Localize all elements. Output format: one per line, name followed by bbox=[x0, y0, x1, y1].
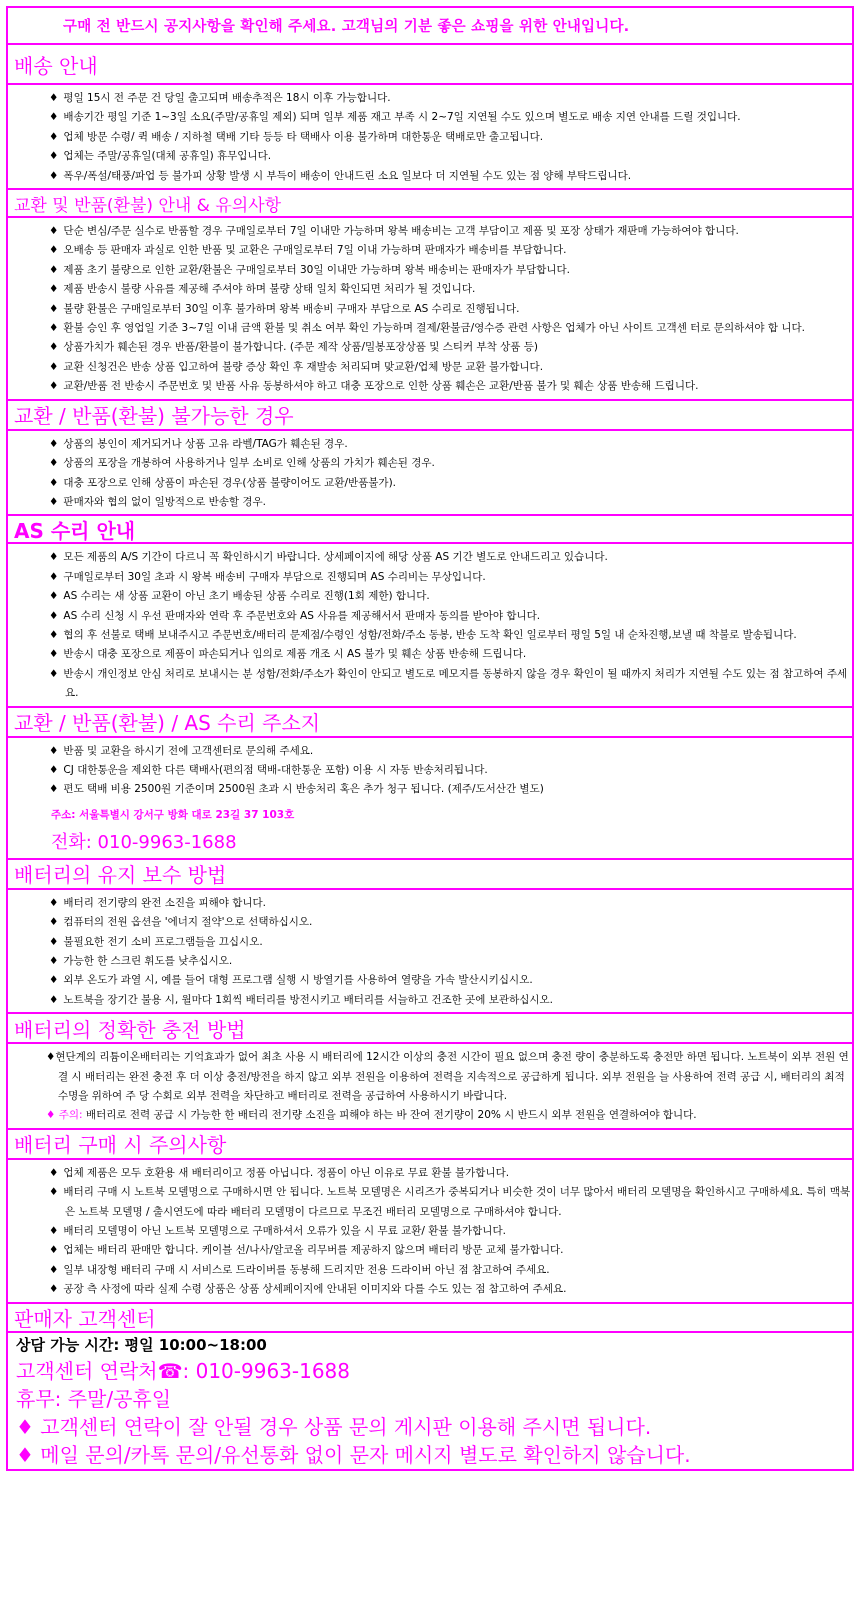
list-item bbox=[8, 1241, 852, 1260]
diamond-bullet-icon: ♦ bbox=[49, 955, 59, 967]
shipping-list bbox=[8, 85, 852, 188]
list-item-text: 반송시 대충 포장으로 제품이 파손되거나 임의로 제품 개조 시 AS 불가 및 훼손 상품 반송해 드립니다. bbox=[63, 648, 527, 661]
list-item bbox=[8, 128, 852, 147]
list-item-text: 업체 방문 수령/ 퀵 배송 / 지하철 택배 기타 등등 타 택배사 이용 불가하며 대한통운 택배로만 출고됩니다. bbox=[63, 130, 544, 143]
diamond-bullet-icon: ♦ bbox=[49, 322, 59, 335]
list-item bbox=[8, 568, 852, 587]
shipping-title: 배송 안내 bbox=[8, 45, 852, 85]
list-item bbox=[8, 300, 852, 319]
list-item bbox=[8, 971, 852, 990]
list-item-text: 단순 변심/주문 실수로 반품할 경우 구매일로부터 7일 이내만 가능하며 왕복 배송비는 고객 부담이고 제품 및 포장 상태가 재판매 가능하여야 합니다. bbox=[63, 225, 739, 238]
diamond-bullet-icon: ♦ bbox=[49, 360, 59, 373]
exchange-title: 교환 및 반품(환불) 안내 & 유의사항 bbox=[8, 190, 852, 218]
diamond-bullet-icon: ♦ bbox=[49, 225, 59, 238]
list-item-text: 구매일로부터 30일 초과 시 왕복 배송비 구매자 부담으로 진행되며 AS 수리비는 무상입니다. bbox=[63, 570, 486, 583]
purchase-list bbox=[8, 1160, 852, 1302]
cs-note-2: ♦ 메일 문의/카톡 문의/유선통화 없이 문자 메시지 별도로 확인하지 않습니다. bbox=[16, 1442, 691, 1467]
purchase-section bbox=[6, 1128, 854, 1302]
list-item bbox=[8, 241, 852, 260]
warning-text: 배터리로 전력 공급 시 가능한 한 배터리 전기량 소진을 피해야 하는 바 잔여 전기량이 20% 시 반드시 외부 전원을 연결하여야 합니다. bbox=[85, 1109, 697, 1122]
list-item bbox=[8, 435, 852, 454]
list-item-text: 편도 택배 비용 2500원 기준이며 2500원 초과 시 반송처리 혹은 추가 청구 됩니다. (제주/도서산간 별도) bbox=[63, 783, 544, 796]
diamond-bullet-icon: ♦ bbox=[49, 244, 59, 257]
list-item bbox=[8, 454, 852, 473]
diamond-bullet-icon: ♦ bbox=[49, 169, 59, 182]
list-item-text: 판매자와 협의 없이 일방적으로 반송할 경우. bbox=[63, 495, 267, 508]
list-item-text: 상품의 봉인이 제거되거나 상품 고유 라벨/TAG가 훼손된 경우. bbox=[63, 437, 348, 450]
as-title: AS 수리 안내 bbox=[8, 516, 852, 544]
list-item-text: AS 수리 신청 시 우선 판매자와 연락 후 주문번호와 AS 사유를 제공해서서 판매자 동의를 받아야 합니다. bbox=[63, 609, 541, 622]
diamond-bullet-icon: ♦ bbox=[49, 283, 59, 296]
list-item-text: 불량 환불은 구매일로부터 30일 이후 불가하며 왕복 배송비 구매자 부담으로 AS 수리로 진행됩니다. bbox=[63, 302, 520, 315]
address-text: 주소: 서울특별시 강서구 방화 대로 23길 37 103호 bbox=[51, 808, 295, 821]
list-item bbox=[8, 108, 852, 127]
list-item bbox=[8, 665, 852, 704]
list-item bbox=[8, 319, 852, 338]
address-section bbox=[6, 706, 854, 858]
maintenance-section bbox=[6, 858, 854, 1012]
list-item-text: 노트북을 장기간 불용 시, 월마다 1회씩 배터리를 방전시키고 배터리를 서늘하고 건조한 곳에 보관하십시오. bbox=[63, 993, 553, 1006]
list-item-text: 평일 15시 전 주문 건 당일 출고되며 배송추적은 18시 이후 가능합니다. bbox=[63, 92, 391, 104]
cs-note-1: ♦ 고객센터 연락이 잘 안될 경우 상품 문의 게시판 이용해 주시면 됩니다. bbox=[16, 1414, 652, 1439]
diamond-bullet-icon: ♦ bbox=[49, 341, 59, 354]
list-item bbox=[8, 913, 852, 932]
list-item bbox=[8, 645, 852, 664]
diamond-bullet-icon: ♦ bbox=[49, 935, 59, 948]
list-item-text: 배터리 모델명이 아닌 노트북 모델명으로 구매하셔서 오류가 있을 시 무료 교환/ 환불 불가합니다. bbox=[63, 1225, 506, 1238]
diamond-bullet-icon: ♦ bbox=[49, 628, 59, 641]
list-item bbox=[8, 587, 852, 606]
list-item bbox=[8, 261, 852, 280]
list-item bbox=[8, 1261, 852, 1280]
diamond-bullet-icon: ♦ bbox=[49, 1186, 59, 1199]
diamond-bullet-icon: ♦ bbox=[49, 495, 59, 508]
top-notice: 구매 전 반드시 공지사항을 확인해 주세요. 고객님의 기분 좋은 쇼핑을 위한 안내입니다. bbox=[6, 6, 854, 43]
list-item bbox=[8, 894, 852, 913]
address-list bbox=[8, 738, 852, 802]
diamond-bullet-icon: ♦ bbox=[49, 1244, 59, 1257]
diamond-bullet-icon: ♦ bbox=[49, 744, 59, 757]
cs-title: 판매자 고객센터 bbox=[8, 1304, 852, 1333]
diamond-bullet-icon: ♦ bbox=[49, 1166, 59, 1179]
list-item-text: 반품 및 교환을 하시기 전에 고객센터로 문의해 주세요. bbox=[63, 744, 314, 757]
list-item-text: 제품 반송시 불량 사유를 제공해 주셔야 하며 불량 상태 일치 확인되면 처리가 될 것입니다. bbox=[63, 283, 476, 296]
notice-board bbox=[6, 6, 854, 1471]
maintenance-list bbox=[8, 890, 852, 1012]
diamond-bullet-icon: ♦ bbox=[49, 993, 59, 1006]
diamond-bullet-icon: ♦ bbox=[49, 648, 59, 661]
exchange-section bbox=[6, 188, 854, 399]
list-item bbox=[8, 338, 852, 357]
list-item-text: 환불 승인 후 영업일 기준 3~7일 이내 금액 환불 및 취소 여부 확인 가능하며 결제/환불금/영수증 관련 사항은 업체가 아닌 사이트 고객센 터로 문의하셔야 합 니다. bbox=[63, 322, 805, 335]
list-item bbox=[8, 1222, 852, 1241]
charging-section bbox=[6, 1012, 854, 1128]
cs-hours: 상담 가능 시간: 평일 10:00~18:00 bbox=[16, 1335, 267, 1354]
diamond-bullet-icon: ♦ bbox=[49, 380, 59, 393]
list-item-text: 컴퓨터의 전원 옵션을 '에너지 절약'으로 선택하십시오. bbox=[63, 916, 313, 929]
list-item bbox=[8, 548, 852, 567]
list-item bbox=[8, 167, 852, 186]
exchange-list bbox=[8, 218, 852, 399]
diamond-bullet-icon: ♦ bbox=[49, 476, 59, 489]
warning-label: ♦ 주의: bbox=[46, 1109, 83, 1122]
maintenance-title: 배터리의 유지 보수 방법 bbox=[8, 860, 852, 890]
noexchange-section bbox=[6, 399, 854, 515]
diamond-bullet-icon: ♦ bbox=[49, 783, 59, 796]
diamond-bullet-icon: ♦ bbox=[49, 111, 59, 124]
diamond-bullet-icon: ♦ bbox=[49, 551, 59, 564]
list-item-text: 불필요한 전기 소비 프로그램들을 끄십시오. bbox=[63, 935, 263, 948]
cs-holiday: 휴무: 주말/공휴일 bbox=[16, 1386, 172, 1411]
diamond-bullet-icon: ♦ bbox=[49, 763, 59, 776]
list-item-text: 모든 제품의 A/S 기간이 다르니 꼭 확인하시기 바랍니다. 상세페이지에 해당 상품 AS 기간 별도로 안내드리고 있습니다. bbox=[63, 551, 608, 564]
list-item bbox=[8, 742, 852, 761]
list-item bbox=[8, 1164, 852, 1183]
diamond-bullet-icon: ♦ bbox=[49, 570, 59, 583]
list-item-text: 업체는 배터리 판매만 합니다. 케이블 선/나사/알코올 리무버를 제공하지 않으며 배터리 방문 교체 불가합니다. bbox=[63, 1244, 564, 1257]
diamond-bullet-icon: ♦ bbox=[49, 590, 59, 603]
purchase-title: 배터리 구매 시 주의사항 bbox=[8, 1130, 852, 1160]
charging-paragraph: ♦현단계의 리튬이온배터리는 기억효과가 없어 최초 사용 시 배터리에 12시간 이상의 충전 시간이 필요 없으며 충전 량이 충분하도록 충전만 하면 됩니다. 노트북이 외부 전원 연결 시 배터리는 완전 충전 후 더 이상 충전/방전을 하지 않고 외부 전원을 이용하여 전력을 지속적으로 공급하게 됩니다. 외부 전원을 늘 사용하여 전력 공급 시, 배터리의 최적 수명을 위하여 주 당 수회로 외부 전력을 차단하고 배터리로 전력을 공급하여 사용하시기 바랍니다. bbox=[46, 1051, 849, 1103]
list-item bbox=[8, 1183, 852, 1222]
list-item-text: 폭우/폭설/태풍/파업 등 불가피 상황 발생 시 부득이 배송이 안내드린 소요 일보다 더 지연될 수도 있는 점 양해 부탁드립니다. bbox=[63, 169, 632, 182]
list-item-text: AS 수리는 새 상품 교환이 아닌 초기 배송된 상품 수리로 진행(1회 제한) 합니다. bbox=[63, 590, 430, 603]
diamond-bullet-icon: ♦ bbox=[49, 130, 59, 143]
diamond-bullet-icon: ♦ bbox=[49, 263, 59, 276]
list-item-text: 배송기간 평일 기준 1~3일 소요(주말/공휴일 제외) 되며 일부 제품 재고 부족 시 2~7일 지연될 수도 있으며 별도로 배송 지연 안내를 드릴 것입니다. bbox=[63, 111, 741, 124]
list-item bbox=[8, 761, 852, 780]
diamond-bullet-icon: ♦ bbox=[49, 302, 59, 315]
diamond-bullet-icon: ♦ bbox=[49, 916, 59, 929]
diamond-bullet-icon: ♦ bbox=[49, 896, 59, 909]
list-item-text: CJ 대한통운을 제외한 다른 택배사(편의점 택배-대한통운 포함) 이용 시 자동 반송처리됩니다. bbox=[63, 763, 488, 776]
list-item-text: 외부 온도가 과열 시, 예를 들어 대형 프로그램 실행 시 방열기를 사용하여 열량을 가속 발산시키십시오. bbox=[63, 974, 533, 987]
list-item-text: 제품 초기 불량으로 인한 교환/환불은 구매일로부터 30일 이내만 가능하며 왕복 배송비는 판매자가 부담합니다. bbox=[63, 263, 570, 276]
diamond-bullet-icon: ♦ bbox=[49, 150, 59, 163]
list-item-text: 상품의 포장을 개봉하여 사용하거나 일부 소비로 인해 상품의 가치가 훼손된 경우. bbox=[63, 457, 435, 470]
list-item-text: 가능한 한 스크린 휘도를 낮추십시오. bbox=[63, 955, 233, 967]
diamond-bullet-icon: ♦ bbox=[49, 457, 59, 470]
charging-warning bbox=[46, 1106, 852, 1125]
address-title: 교환 / 반품(환불) / AS 수리 주소지 bbox=[8, 708, 852, 738]
list-item-text: 협의 후 선불로 택배 보내주시고 주문번호/배터리 문제점/수령인 성함/전화/주소 동봉, 반송 도착 확인 일로부터 평일 5일 내 순차진행,보낼 때 착불로 발송됩니다. bbox=[63, 628, 797, 641]
diamond-bullet-icon: ♦ bbox=[49, 1225, 59, 1238]
list-item-text: 상품가치가 훼손된 경우 반품/환불이 불가합니다. (주문 제작 상품/밀봉포장상품 및 스티커 부착 상품 등) bbox=[63, 341, 538, 354]
charging-title: 배터리의 정확한 충전 방법 bbox=[8, 1014, 852, 1044]
list-item bbox=[8, 607, 852, 626]
list-item bbox=[8, 222, 852, 241]
list-item bbox=[8, 780, 852, 799]
noexchange-title: 교환 / 반품(환불) 불가능한 경우 bbox=[8, 401, 852, 431]
charging-body bbox=[8, 1044, 852, 1128]
list-item bbox=[8, 377, 852, 396]
diamond-bullet-icon: ♦ bbox=[49, 667, 59, 680]
list-item-text: 배터리 전기량의 완전 소진을 피해야 합니다. bbox=[63, 896, 267, 909]
diamond-bullet-icon: ♦ bbox=[49, 1263, 59, 1276]
shipping-section bbox=[6, 43, 854, 188]
list-item-text: 업체는 주말/공휴일(대체 공휴일) 휴무입니다. bbox=[63, 150, 272, 163]
list-item bbox=[8, 626, 852, 645]
list-item-text: 반송시 개인정보 안심 처리로 보내시는 분 성함/전화/주소가 확인이 안되고 별도로 메모지를 동봉하지 않을 경우 확인이 될 때까지 처리가 지연될 수도 있는 점 참고하여 주세요. bbox=[63, 667, 848, 700]
list-item bbox=[8, 933, 852, 952]
noexchange-list bbox=[8, 431, 852, 515]
list-item-text: 배터리 구매 시 노트북 모델명으로 구매하시면 안 됩니다. 노트북 모델명은 시리즈가 중복되거나 비슷한 것이 너무 많아서 배터리 모델명을 확인하시고 구매하세요. 특히 맥북은 노트북 모델명 / 출시연도에 따라 배터리 모델명이 다르므로 무조건 배터리 모델명으로 구매하셔야 합니다. bbox=[63, 1186, 851, 1218]
list-item-text: 일부 내장형 배터리 구매 시 서비스로 드라이버를 동봉해 드리지만 전용 드라이버 아닌 점 참고하여 주세요. bbox=[63, 1263, 550, 1276]
list-item bbox=[8, 147, 852, 166]
list-item-text: 공장 측 사정에 따라 실제 수령 상품은 상품 상세페이지에 안내된 이미지와 다를 수도 있는 점 참고하여 주세요. bbox=[63, 1283, 567, 1296]
diamond-bullet-icon: ♦ bbox=[49, 437, 59, 450]
list-item bbox=[8, 952, 852, 971]
list-item-text: 교환/반품 전 반송시 주문번호 및 반품 사유 동봉하셔야 하고 대충 포장으로 인한 상품 훼손은 교환/반품 불가 및 훼손 상품 반송해 드립니다. bbox=[63, 380, 699, 393]
diamond-bullet-icon: ♦ bbox=[49, 1283, 59, 1296]
list-item bbox=[8, 280, 852, 299]
list-item bbox=[8, 991, 852, 1010]
list-item bbox=[8, 89, 852, 108]
list-item bbox=[8, 474, 852, 493]
list-item-text: 오배송 등 판매자 과실로 인한 반품 및 교환은 구매일로부터 7일 이내 가능하며 판매자가 배송비를 부담합니다. bbox=[63, 244, 567, 257]
list-item-text: 교환 신청건은 반송 상품 입고하여 불량 증상 확인 후 재발송 처리되며 맞교환/업체 방문 교환 불가합니다. bbox=[63, 360, 544, 373]
diamond-bullet-icon: ♦ bbox=[49, 609, 59, 622]
list-item bbox=[8, 358, 852, 377]
diamond-bullet-icon: ♦ bbox=[49, 974, 59, 987]
cs-contact: 고객센터 연락처☎: 010-9963-1688 bbox=[16, 1358, 351, 1383]
address-phone: 전화: 010-9963-1688 bbox=[51, 831, 237, 853]
as-section bbox=[6, 514, 854, 705]
list-item bbox=[8, 493, 852, 512]
list-item bbox=[8, 1280, 852, 1299]
list-item-text: 업체 제품은 모두 호환용 새 배터리이고 정품 아닙니다. 정품이 아닌 이유로 무료 환불 불가합니다. bbox=[63, 1166, 510, 1179]
list-item-text: 대충 포장으로 인해 상품이 파손된 경우(상품 불량이어도 교환/반품불가). bbox=[63, 476, 396, 489]
cs-section bbox=[6, 1302, 854, 1471]
diamond-bullet-icon: ♦ bbox=[49, 92, 59, 104]
as-list bbox=[8, 544, 852, 705]
